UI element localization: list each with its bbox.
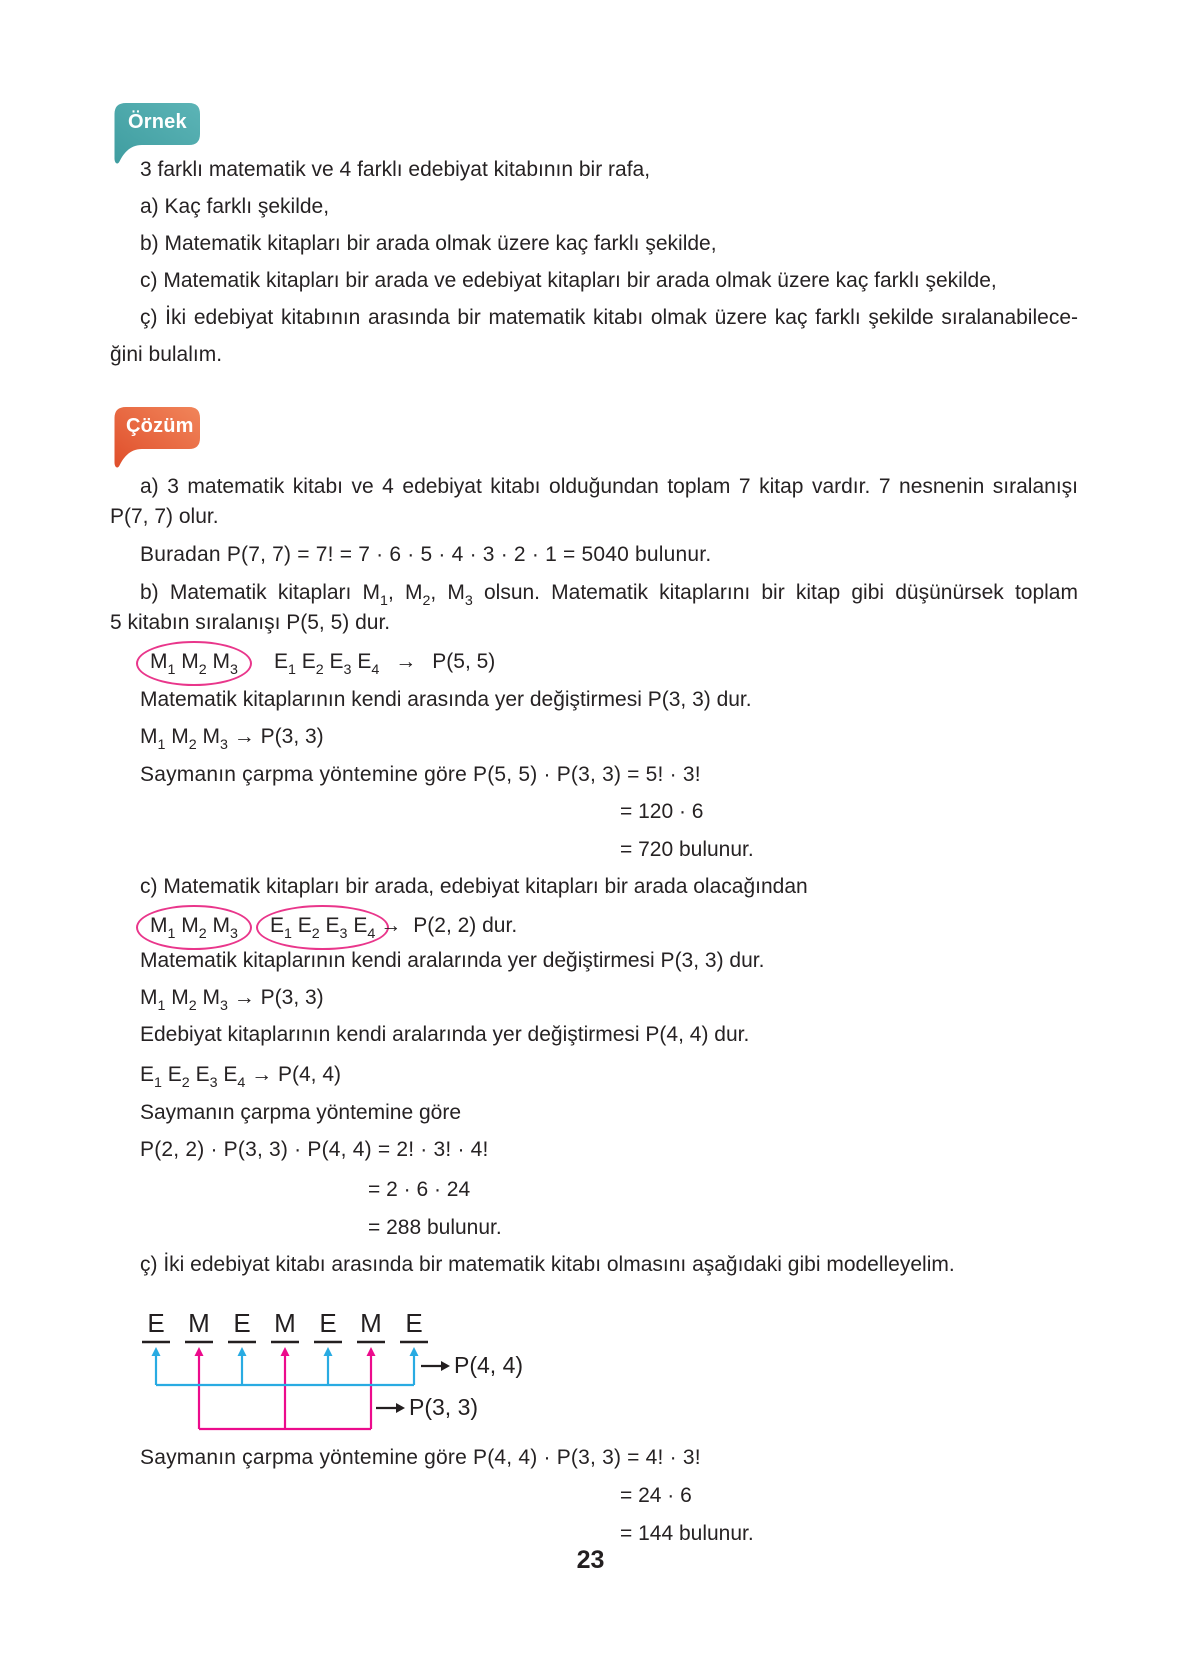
right-arrow: →	[395, 650, 417, 673]
math-books-group-ellipse: $M_1$ $M_2$ $M_3$	[136, 905, 252, 950]
solution-final-step1: = 24 · 6	[620, 1484, 692, 1507]
right-arrow: →	[380, 914, 402, 937]
solution-c-swap-e: $E_1$ $E_2$ $E_3$ $E_4 \to P(4$, 4)	[140, 1063, 341, 1091]
problem-item-cc-line2: ğini bulalım.	[110, 343, 223, 366]
solution-badge-label: Çözüm	[126, 415, 194, 437]
solution-b-step1: = 120 · 6	[620, 800, 704, 823]
diagram-label-bottom: P(3, 3)	[409, 1394, 479, 1420]
solution-b-line1: b) Matematik kitapları $M_1$, $M_2$, $M_3$ olsun. Matematik kitaplarını bir kitap gibi düşünürsek toplam	[140, 581, 1078, 609]
diagram-letter: E	[405, 1308, 423, 1338]
diagram-column-e2	[228, 1308, 256, 1385]
label-p33	[376, 1394, 478, 1420]
solution-b-mult: Saymanın çarpma yöntemine göre P(5, 5) · P(3, 3) = 5! · 3!	[140, 763, 701, 786]
solution-a-calc: Buradan P(7, 7) = 7! = 7 · 6 · 5 · 4 · 3 · 2 · 1 = 5040 bulunur.	[140, 543, 712, 566]
solution-c-mult-intro: Saymanın çarpma yöntemine göre	[140, 1101, 461, 1124]
solution-c-step2: = 288 bulunur.	[368, 1216, 502, 1239]
label-p44	[421, 1352, 523, 1378]
problem-item-cc-line1: ç) İki edebiyat kitabının arasında bir matematik kitabı olmak üzere kaç farklı şekilde sıralanabilece-	[140, 306, 1078, 329]
solution-a-line2: P(7, 7) olur.	[110, 505, 219, 528]
solution-c-model-row	[136, 911, 517, 941]
math-books-group-ellipse: $M_1$ $M_2$ $M_3$	[136, 641, 252, 686]
problem-item-a: a) Kaç farklı şekilde,	[140, 195, 330, 218]
solution-c-note-e: Edebiyat kitaplarının kendi aralarında yer değiştirmesi P(4, 4) dur.	[140, 1023, 750, 1046]
b-model-result: P(5, 5)	[432, 650, 496, 673]
solution-b-line2: 5 kitabın sıralanışı P(5, 5) dur.	[110, 611, 391, 634]
diagram-letter: E	[233, 1308, 251, 1338]
diagram-letter: E	[147, 1308, 165, 1338]
diagram-letter: E	[319, 1308, 337, 1338]
page-number: 23	[576, 1546, 605, 1574]
solution-b-step2: = 720 bulunur.	[620, 838, 754, 861]
solution-c-line1: c) Matematik kitapları bir arada, edebiyat kitapları bir arada olacağından	[140, 875, 808, 898]
solution-final-step2: = 144 bulunur.	[620, 1522, 754, 1545]
diagram-letter: M	[188, 1308, 210, 1338]
diagram-column-e3	[314, 1308, 342, 1385]
solution-b-swap: $M_1$ $M_2$ $M_3 \to P(3$, 3)	[140, 725, 324, 753]
solution-c-note-m: Matematik kitaplarının kendi aralarında yer değiştirmesi P(3, 3) dur.	[140, 949, 765, 972]
literature-books-group: $E_1$ $E_2$ $E_3$ $E_4$	[273, 650, 380, 678]
diagram-column-m1	[185, 1308, 213, 1429]
solution-b-note: Matematik kitaplarının kendi arasında yer değiştirmesi P(3, 3) dur.	[140, 688, 752, 711]
solution-c-swap-m: $M_1$ $M_2$ $M_3 \to P(3$, 3)	[140, 986, 324, 1014]
diagram-letter: M	[274, 1308, 296, 1338]
problem-item-b: b) Matematik kitapları bir arada olmak üzere kaç farklı şekilde,	[140, 232, 717, 255]
c-model-result: P(2, 2) dur.	[413, 914, 518, 937]
literature-books-group-ellipse: $E_1$ $E_2$ $E_3$ $E_4$	[256, 905, 389, 950]
right-arrow-head	[396, 1403, 405, 1413]
diagram-letter: M	[360, 1308, 382, 1338]
model-diagram	[136, 1302, 556, 1437]
diagram-column-m3	[357, 1308, 385, 1429]
diagram-column-e1	[142, 1308, 170, 1385]
diagram-column-m2	[271, 1308, 299, 1429]
solution-c-step1: = 2 · 6 · 24	[368, 1178, 471, 1201]
example-badge-label: Örnek	[128, 111, 187, 133]
solution-cc-line1: ç) İki edebiyat kitabı arasında bir matematik kitabı olmasını aşağıdaki gibi modelleyelim.	[140, 1253, 955, 1276]
solution-final-calc: Saymanın çarpma yöntemine göre P(4, 4) · P(3, 3) = 4! · 3!	[140, 1446, 701, 1469]
solution-c-mult: P(2, 2) · P(3, 3) · P(4, 4) = 2! · 3! · 4!	[140, 1138, 489, 1161]
diagram-column-e4	[400, 1308, 428, 1385]
solution-a-line1: a) 3 matematik kitabı ve 4 edebiyat kitabı olduğundan toplam 7 kitap vardır. 7 nesnenin sıralanışı	[140, 475, 1078, 498]
right-arrow-head	[441, 1361, 450, 1371]
solution-badge	[113, 407, 201, 471]
solution-b-model-row	[136, 647, 495, 677]
diagram-label-top: P(4, 4)	[454, 1352, 524, 1378]
problem-intro: 3 farklı matematik ve 4 farklı edebiyat kitabının bir rafa,	[140, 158, 651, 181]
problem-item-c: c) Matematik kitapları bir arada ve edebiyat kitapları bir arada olmak üzere kaç farklı şekilde,	[140, 269, 997, 292]
